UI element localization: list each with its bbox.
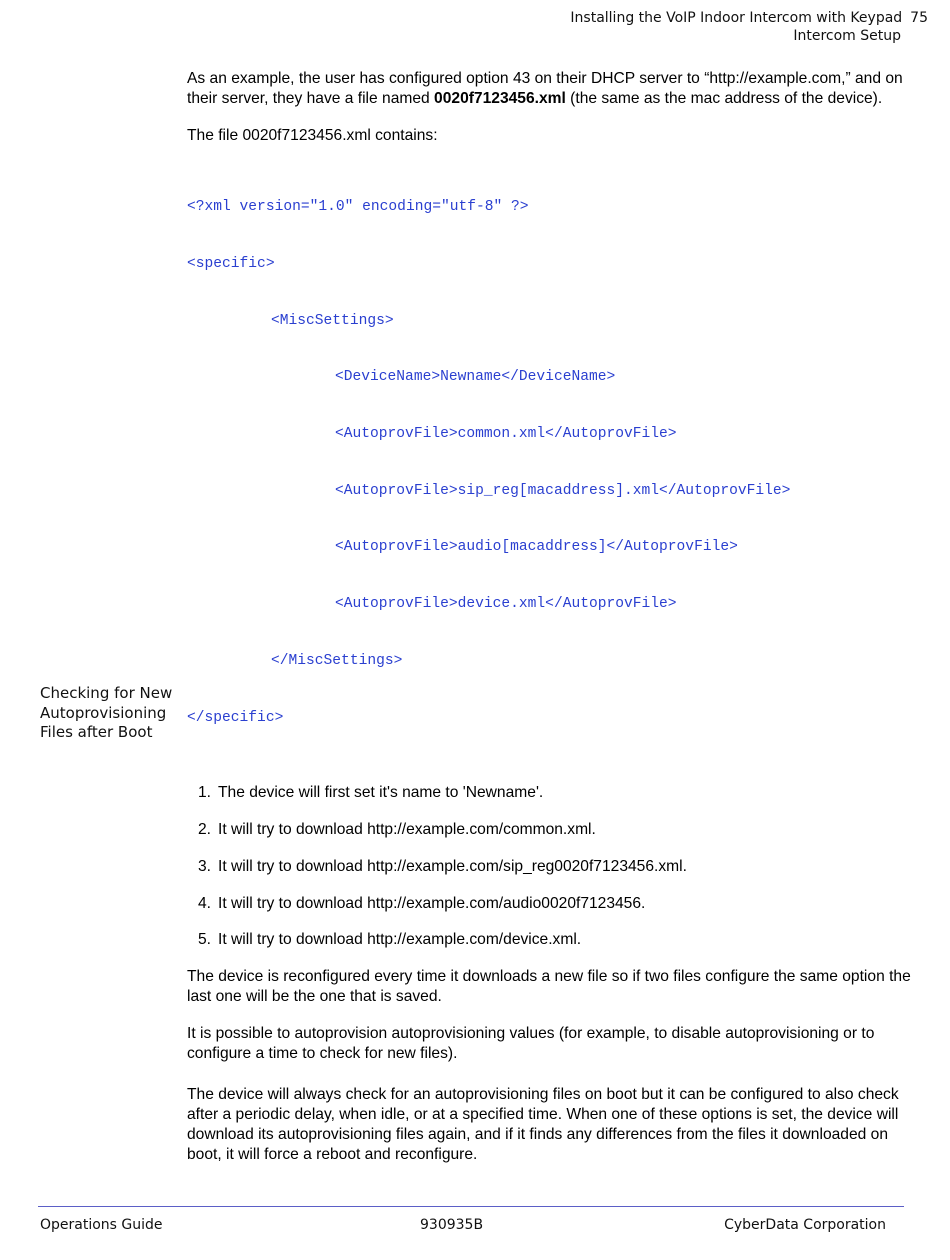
autoprovision-values-paragraph: It is possible to autoprovision autoprovisioning values (for example, to disable autoprovisioning or to configure a time to check for new files). [187, 1024, 875, 1062]
side-heading-line: Files after Boot [40, 723, 153, 741]
step-text: The device will first set it's name to 'Newname'. [218, 784, 544, 802]
steps-list [187, 783, 917, 950]
intro-text-1: As an example, the user has configured option 43 on their DHCP server to “http://example.com,” and on their server, they have a file named [187, 70, 903, 107]
list-item [187, 894, 917, 914]
step-text: It will try to download http://example.com/common.xml. [218, 821, 596, 839]
code-line: <AutoprovFile>audio[macaddress]</AutoprovFile> [335, 539, 738, 556]
code-line: <AutoprovFile>device.xml</AutoprovFile> [335, 596, 677, 613]
intro-text-2: (the same as the mac address of the device). [565, 89, 883, 107]
code-line: <specific> [187, 255, 275, 272]
header-subtitle: Intercom Setup [793, 28, 901, 44]
code-line: <MiscSettings> [271, 312, 394, 329]
code-line: <?xml version="1.0" encoding="utf-8" ?> [187, 199, 529, 216]
step-text: It will try to download http://example.com/audio0020f7123456. [218, 894, 646, 912]
code-line: </specific> [187, 709, 284, 726]
header-title: Installing the VoIP Indoor Intercom with Keypad [570, 10, 903, 26]
footer-divider [38, 1206, 904, 1207]
main-content [187, 69, 917, 1182]
step-text: It will try to download http://example.com/device.xml. [218, 931, 582, 949]
check-files-paragraph: The device will always check for an autoprovisioning files on boot but it can be configured to also check after a periodic delay, when idle, or at a specified time. When one of these options is set, the device will download its autoprovisioning files again, and if it finds any differences from the files it downloaded on boot, it will force a reboot and reconfigure. [187, 1086, 899, 1163]
list-item [187, 820, 917, 840]
footer-left: Operations Guide [40, 1217, 163, 1233]
step-number: 4. [198, 894, 212, 912]
side-heading-line: Autoprovisioning [40, 703, 167, 722]
step-text: It will try to download http://example.com/sip_reg0020f7123456.xml. [218, 857, 687, 875]
step-number: 5. [198, 931, 212, 949]
intro-paragraph [187, 69, 917, 109]
footer-doc-number: 930935B [420, 1217, 484, 1233]
step-number: 1. [198, 784, 212, 802]
code-line: </MiscSettings> [271, 652, 403, 669]
list-item [187, 857, 917, 877]
intro-filename: 0020f7123456.xml [434, 89, 566, 107]
xml-code-block [187, 160, 917, 765]
list-item [187, 930, 917, 950]
page-header [570, 9, 928, 45]
footer-company: CyberData Corporation [724, 1217, 886, 1233]
file-contains-label: The file 0020f7123456.xml contains: [187, 126, 438, 144]
step-number: 3. [198, 857, 212, 875]
step-number: 2. [198, 821, 212, 839]
header-line-1 [570, 9, 928, 27]
list-item [187, 783, 917, 803]
reconfigured-paragraph: The device is reconfigured every time it downloads a new file so if two files configure the same option the last one will be the one that is saved. [187, 968, 911, 1006]
side-heading [40, 684, 180, 743]
side-heading-line: Checking for New [40, 684, 173, 702]
page-number: 75 [910, 10, 928, 26]
code-line: <AutoprovFile>sip_reg[macaddress].xml</AutoprovFile> [335, 482, 791, 499]
code-line: <AutoprovFile>common.xml</AutoprovFile> [335, 426, 677, 443]
code-line: <DeviceName>Newname</DeviceName> [335, 369, 616, 386]
